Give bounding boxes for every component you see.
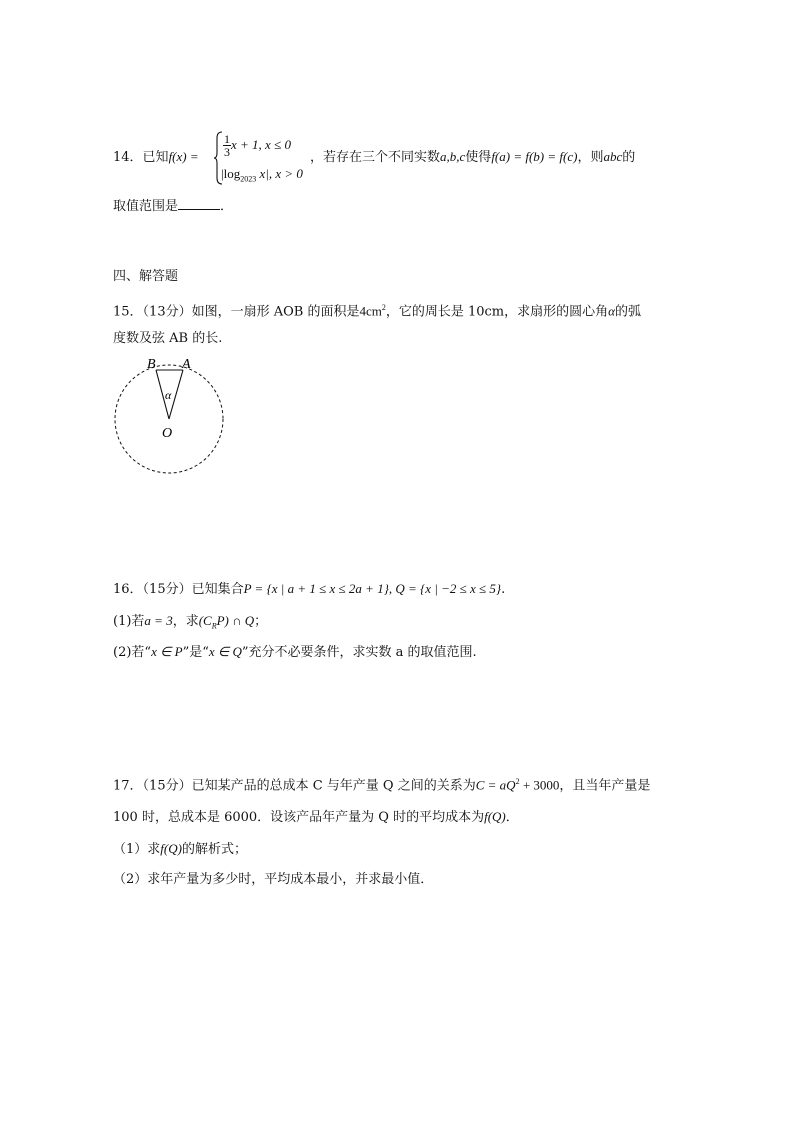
answer-blank[interactable] (178, 197, 220, 210)
q15-area-sup: 2 (381, 303, 386, 312)
q16-line1 (113, 580, 505, 599)
q17-part1 (113, 840, 247, 859)
q16-p1-a: (1)若 (113, 614, 145, 629)
q16-part2 (113, 643, 477, 662)
case1-expression: x + 1, x ≤ 0 (231, 137, 291, 152)
q14-line2-b: ． (220, 199, 234, 214)
q17-formula-a: C = aQ (475, 777, 516, 793)
q14-text-e: 的 (622, 150, 636, 165)
q14-equation: f(a) = f(b) = f(c) (491, 149, 578, 164)
q16-p2-b: ”是“ (182, 645, 209, 660)
q17-line2-a: 100 时，总成本是 6000．设该产品年产量为 Q 时的平均成本为 (113, 810, 485, 825)
q15-area: 4cm (359, 303, 382, 319)
q17-p1-fq: f(Q) (160, 841, 182, 856)
q17-p1-b: 的解析式； (181, 842, 247, 857)
q14-number: 14． (113, 150, 143, 165)
q15-line2: 度数及弦 AB 的长. (113, 331, 223, 346)
q14-text-b: ，若存在三个不同实数 (310, 150, 441, 165)
q17-line1 (113, 773, 650, 795)
q16-p1-expr2: P) ∩ Q (216, 613, 255, 628)
q14-line1-rest (310, 148, 635, 167)
q14-text-c: 使得 (465, 150, 492, 165)
q16-p2-x1: x ∈ P (151, 644, 183, 659)
q17-line1-b: ，且当年产量是 (559, 778, 651, 794)
q14-vars: a,b,c (440, 149, 466, 164)
q15-line1-a: 15．（13分）如图，一扇形 AOB 的面积是 (113, 304, 360, 320)
q16-part1 (113, 612, 267, 636)
label-o: O (162, 426, 173, 441)
q17-formula-b: + 3000 (519, 777, 560, 793)
q16-p2-x2: x ∈ Q (208, 644, 242, 659)
label-alpha: α (165, 388, 172, 402)
q14-line2 (113, 197, 233, 216)
q16-line1-b: . (501, 582, 506, 597)
q16-p1-cond: a = 3 (144, 613, 173, 628)
q14-abc: abc (603, 149, 623, 164)
q15-line1 (113, 299, 641, 321)
q14-text-d: ，则 (577, 150, 604, 165)
q17-line2-b: ． (505, 810, 519, 825)
case1-fraction: $\frac{1}{3}$ (224, 132, 230, 159)
q17-line2 (113, 808, 519, 827)
q14-line2-a: 取值范围是 (113, 199, 179, 214)
q16-p1-expr: (C (198, 613, 212, 628)
case2-log: |log (221, 166, 241, 181)
q14-line1 (113, 148, 199, 167)
q16-p1-c: ； (254, 614, 268, 629)
q17-part2: （2）求年产量为多少时，平均成本最小，并求最小值． (113, 872, 434, 887)
q16-p2-a: (2)若“ (113, 645, 152, 660)
section-heading: 四、解答题 (113, 269, 179, 284)
q16-line1-a: 16．（15分）已知集合 (113, 582, 244, 597)
sector-figure (110, 352, 230, 482)
q14-func: f(x) = (168, 149, 199, 164)
case2-base: 2023 (240, 174, 257, 184)
q15-alpha: α (608, 303, 615, 319)
q16-p1-b: ，求 (172, 614, 199, 629)
q16-p1-sub: R (211, 621, 217, 631)
q14-case1 (223, 133, 291, 158)
q14-text-a: 已知 (142, 150, 169, 165)
q16-sets: P = {x | a + 1 ≤ x ≤ 2a + 1}, Q = {x | −2 ≤ x ≤ 5} (243, 581, 502, 596)
q17-line1-a: 17．（15分）已知某产品的总成本 C 与年产量 Q 之间的关系为 (113, 778, 476, 794)
q17-fq: f(Q) (484, 809, 506, 824)
q15-line1-b: ，它的周长是 10cm，求扇形的圆心角 (385, 304, 609, 320)
case2-expression: x|, x > 0 (256, 166, 303, 181)
q14-case2 (221, 165, 303, 189)
q15-line1-c: 的弧 (614, 304, 641, 320)
label-a: A (182, 357, 191, 372)
label-b: B (147, 357, 156, 372)
q17-p1-a: （1）求 (113, 842, 161, 857)
q16-p2-c: ”充分不必要条件，求实数 a 的取值范围. (241, 645, 477, 660)
q17-formula-sup: 2 (515, 777, 520, 786)
